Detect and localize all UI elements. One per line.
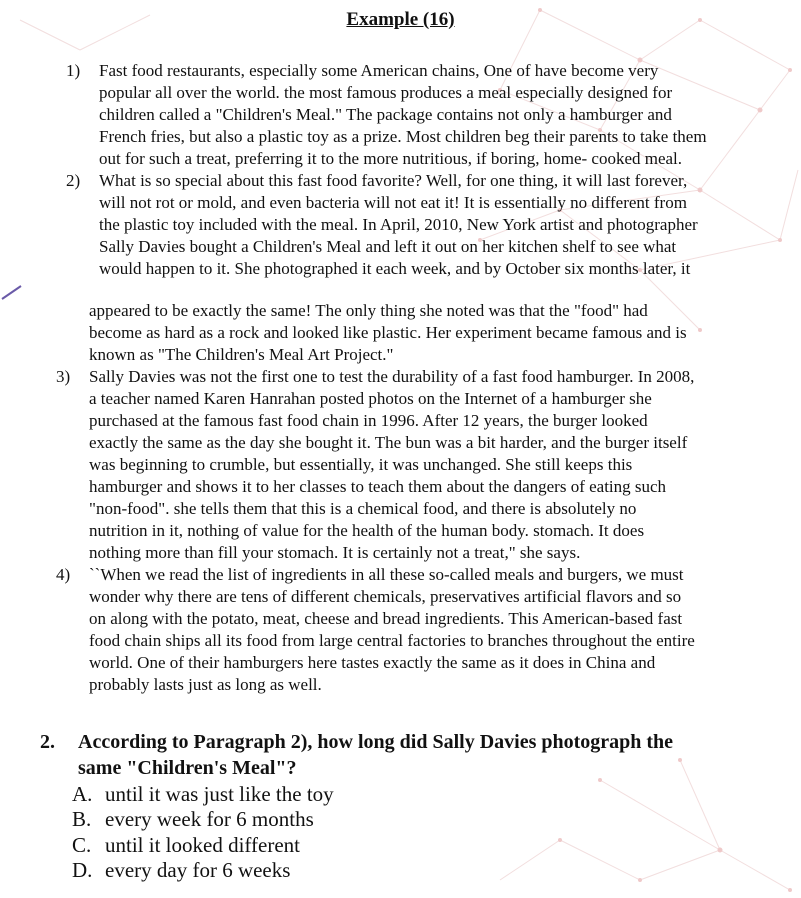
paragraph-line: Fast food restaurants, especially some American chains, One of have become very <box>99 61 659 80</box>
option-text: every day for 6 weeks <box>105 858 291 882</box>
paragraph-line: nothing more than fill your stomach. It is certainly not a treat," she says. <box>89 543 581 562</box>
question-number: 2. <box>40 731 55 753</box>
paragraph-line: become as hard as a rock and looked like plastic. Her experiment became famous and is <box>89 323 687 342</box>
paragraph-line: children called a "Children's Meal." The package contains not only a hamburger and <box>99 105 672 124</box>
paragraph-line: would happen to it. She photographed it each week, and by October six months later, it <box>99 259 691 278</box>
paragraph-line: hamburger and shows it to her classes to teach them about the dangers of eating such <box>89 477 667 496</box>
paragraph-line: Sally Davies was not the first one to test the durability of a fast food hamburger. In 2008, <box>89 367 695 386</box>
paragraph-line: nutrition in it, nothing of value for the health of the human body. stomach. It does <box>89 521 645 540</box>
paragraph-line: wonder why there are tens of different chemicals, preservatives artificial flavors and so <box>89 587 682 606</box>
paragraph-number: 1) <box>66 61 81 80</box>
option-text: until it looked different <box>105 833 300 857</box>
paragraph-line: was beginning to crumble, but essentially, it was unchanged. She still keeps this <box>89 455 633 474</box>
option-b[interactable] <box>72 806 314 832</box>
paragraph-line: Sally Davies bought a Children's Meal and left it out on her kitchen shelf to see what <box>99 237 677 256</box>
paragraph-line: purchased at the famous fast food chain in 1996. After 12 years, the burger looked <box>89 411 648 430</box>
paragraph-line: "non-food". she tells them that this is a chemical food, and there is absolutely no <box>89 499 637 518</box>
paragraph-line: will not rot or mold, and even bacteria will not eat it! It is essentially no different from <box>99 193 687 212</box>
paragraph-line: the plastic toy included with the meal. In April, 2010, New York artist and photographer <box>99 215 698 234</box>
paragraph-1 <box>0 60 801 170</box>
option-d[interactable] <box>72 857 290 883</box>
paragraph-line: ``When we read the list of ingredients in all these so-called meals and burgers, we must <box>89 565 684 584</box>
option-text: every week for 6 months <box>105 807 314 831</box>
option-letter: C. <box>72 833 92 857</box>
paragraph-line: exactly the same as the day she bought it. The bun was a bit harder, and the burger itself <box>89 433 688 452</box>
option-letter: D. <box>72 858 93 882</box>
paragraph-2 <box>0 170 801 280</box>
paragraph-line: popular all over the world. the most famous produces a meal especially designed for <box>99 83 673 102</box>
paragraph-line: known as "The Children's Meal Art Project." <box>89 345 394 364</box>
paragraph-2-continued <box>0 300 801 366</box>
paragraph-line: appeared to be exactly the same! The only thing she noted was that the "food" had <box>89 301 648 320</box>
paragraph-number: 4) <box>56 565 71 584</box>
paragraph-line: a teacher named Karen Hanrahan posted photos on the Internet of a hamburger she <box>89 389 652 408</box>
paragraph-number: 3) <box>56 367 71 386</box>
paragraph-line: food chain ships all its food from large central factories to branches throughout the entire <box>89 631 695 650</box>
option-a[interactable] <box>72 781 334 807</box>
paragraph-line: probably lasts just as long as well. <box>89 675 322 694</box>
paragraph-line: on along with the potato, meat, cheese and bread ingredients. This American-based fast <box>89 609 683 628</box>
paragraph-line: What is so special about this fast food favorite? Well, for one thing, it will last forever, <box>99 171 688 190</box>
option-c[interactable] <box>72 832 300 858</box>
paragraph-number: 2) <box>66 171 81 190</box>
option-letter: A. <box>72 782 93 806</box>
paragraph-3 <box>0 366 801 564</box>
question-text-line: According to Paragraph 2), how long did Sally Davies photograph the <box>78 731 674 753</box>
paragraph-4 <box>0 564 801 696</box>
slash-mark <box>0 282 24 302</box>
paragraph-line: out for such a treat, preferring it to the more nutritious, if boring, home- cooked meal. <box>99 149 683 168</box>
option-text: until it was just like the toy <box>105 782 334 806</box>
page-title: Example (16) <box>346 9 455 30</box>
paragraph-line: French fries, but also a plastic toy as a prize. Most children beg their parents to take them <box>99 127 707 146</box>
paragraph-line: world. One of their hamburgers here tastes exactly the same as it does in China and <box>89 653 656 672</box>
question-text-line: same "Children's Meal"? <box>78 757 297 779</box>
option-letter: B. <box>72 807 92 831</box>
